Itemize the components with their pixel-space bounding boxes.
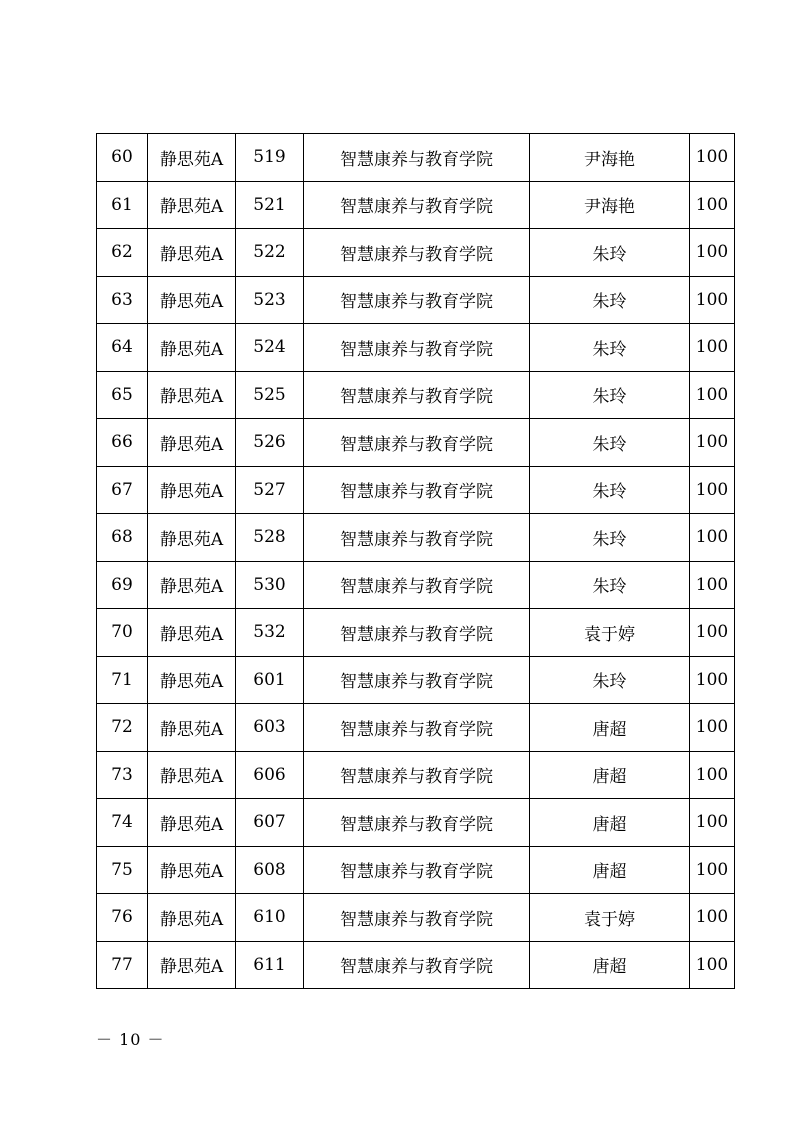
row-number-cell: 69 xyxy=(97,561,148,609)
score-cell: 100 xyxy=(690,751,735,799)
person-in-charge-cell: 朱玲 xyxy=(530,324,690,372)
row-number-cell: 70 xyxy=(97,609,148,657)
row-number-cell: 63 xyxy=(97,276,148,324)
row-number-cell: 74 xyxy=(97,799,148,847)
person-in-charge-cell: 尹海艳 xyxy=(530,134,690,182)
row-number-cell: 72 xyxy=(97,704,148,752)
table-body xyxy=(97,134,735,989)
college-cell: 智慧康养与教育学院 xyxy=(304,134,530,182)
college-cell: 智慧康养与教育学院 xyxy=(304,751,530,799)
row-number-cell: 77 xyxy=(97,941,148,989)
person-in-charge-cell: 朱玲 xyxy=(530,561,690,609)
person-in-charge-cell: 朱玲 xyxy=(530,419,690,467)
table-row xyxy=(97,799,735,847)
room-number-cell: 528 xyxy=(236,514,304,562)
row-number-cell: 66 xyxy=(97,419,148,467)
room-number-cell: 519 xyxy=(236,134,304,182)
person-in-charge-cell: 唐超 xyxy=(530,941,690,989)
room-number-cell: 611 xyxy=(236,941,304,989)
score-cell: 100 xyxy=(690,514,735,562)
college-cell: 智慧康养与教育学院 xyxy=(304,324,530,372)
building-cell: 静思苑A xyxy=(148,941,236,989)
college-cell: 智慧康养与教育学院 xyxy=(304,799,530,847)
score-cell: 100 xyxy=(690,134,735,182)
room-number-cell: 530 xyxy=(236,561,304,609)
table-row xyxy=(97,466,735,514)
room-number-cell: 521 xyxy=(236,181,304,229)
room-number-cell: 601 xyxy=(236,656,304,704)
college-cell: 智慧康养与教育学院 xyxy=(304,894,530,942)
table-row xyxy=(97,894,735,942)
college-cell: 智慧康养与教育学院 xyxy=(304,276,530,324)
building-cell: 静思苑A xyxy=(148,656,236,704)
college-cell: 智慧康养与教育学院 xyxy=(304,561,530,609)
building-cell: 静思苑A xyxy=(148,751,236,799)
building-cell: 静思苑A xyxy=(148,371,236,419)
row-number-cell: 68 xyxy=(97,514,148,562)
person-in-charge-cell: 朱玲 xyxy=(530,656,690,704)
row-number-cell: 62 xyxy=(97,229,148,277)
room-number-cell: 532 xyxy=(236,609,304,657)
row-number-cell: 60 xyxy=(97,134,148,182)
row-number-cell: 61 xyxy=(97,181,148,229)
person-in-charge-cell: 朱玲 xyxy=(530,466,690,514)
building-cell: 静思苑A xyxy=(148,324,236,372)
college-cell: 智慧康养与教育学院 xyxy=(304,656,530,704)
building-cell: 静思苑A xyxy=(148,846,236,894)
building-cell: 静思苑A xyxy=(148,894,236,942)
row-number-cell: 65 xyxy=(97,371,148,419)
building-cell: 静思苑A xyxy=(148,181,236,229)
score-cell: 100 xyxy=(690,561,735,609)
building-cell: 静思苑A xyxy=(148,799,236,847)
person-in-charge-cell: 袁于婷 xyxy=(530,894,690,942)
college-cell: 智慧康养与教育学院 xyxy=(304,466,530,514)
room-number-cell: 603 xyxy=(236,704,304,752)
score-cell: 100 xyxy=(690,371,735,419)
table-row xyxy=(97,561,735,609)
row-number-cell: 75 xyxy=(97,846,148,894)
room-number-cell: 607 xyxy=(236,799,304,847)
table-row xyxy=(97,656,735,704)
person-in-charge-cell: 唐超 xyxy=(530,704,690,752)
table-row xyxy=(97,419,735,467)
table-row xyxy=(97,324,735,372)
room-number-cell: 524 xyxy=(236,324,304,372)
score-cell: 100 xyxy=(690,941,735,989)
table-row xyxy=(97,514,735,562)
person-in-charge-cell: 唐超 xyxy=(530,799,690,847)
building-cell: 静思苑A xyxy=(148,466,236,514)
table-row xyxy=(97,371,735,419)
room-number-cell: 523 xyxy=(236,276,304,324)
table-row xyxy=(97,181,735,229)
building-cell: 静思苑A xyxy=(148,609,236,657)
page-number: － 10 － xyxy=(96,1030,165,1049)
college-cell: 智慧康养与教育学院 xyxy=(304,609,530,657)
room-number-cell: 527 xyxy=(236,466,304,514)
table-row xyxy=(97,704,735,752)
score-cell: 100 xyxy=(690,229,735,277)
row-number-cell: 76 xyxy=(97,894,148,942)
building-cell: 静思苑A xyxy=(148,419,236,467)
row-number-cell: 73 xyxy=(97,751,148,799)
score-cell: 100 xyxy=(690,324,735,372)
person-in-charge-cell: 袁于婷 xyxy=(530,609,690,657)
table-row xyxy=(97,276,735,324)
building-cell: 静思苑A xyxy=(148,134,236,182)
score-cell: 100 xyxy=(690,181,735,229)
room-number-cell: 608 xyxy=(236,846,304,894)
building-cell: 静思苑A xyxy=(148,561,236,609)
row-number-cell: 71 xyxy=(97,656,148,704)
building-cell: 静思苑A xyxy=(148,704,236,752)
room-number-cell: 526 xyxy=(236,419,304,467)
college-cell: 智慧康养与教育学院 xyxy=(304,941,530,989)
row-number-cell: 67 xyxy=(97,466,148,514)
college-cell: 智慧康养与教育学院 xyxy=(304,229,530,277)
college-cell: 智慧康养与教育学院 xyxy=(304,846,530,894)
room-number-cell: 610 xyxy=(236,894,304,942)
score-cell: 100 xyxy=(690,466,735,514)
table-row xyxy=(97,609,735,657)
building-cell: 静思苑A xyxy=(148,276,236,324)
score-cell: 100 xyxy=(690,894,735,942)
room-number-cell: 522 xyxy=(236,229,304,277)
score-cell: 100 xyxy=(690,846,735,894)
row-number-cell: 64 xyxy=(97,324,148,372)
college-cell: 智慧康养与教育学院 xyxy=(304,704,530,752)
score-cell: 100 xyxy=(690,609,735,657)
score-cell: 100 xyxy=(690,276,735,324)
table-row xyxy=(97,229,735,277)
person-in-charge-cell: 唐超 xyxy=(530,846,690,894)
person-in-charge-cell: 朱玲 xyxy=(530,229,690,277)
score-cell: 100 xyxy=(690,656,735,704)
table-row xyxy=(97,134,735,182)
score-cell: 100 xyxy=(690,419,735,467)
building-cell: 静思苑A xyxy=(148,229,236,277)
building-cell: 静思苑A xyxy=(148,514,236,562)
room-number-cell: 525 xyxy=(236,371,304,419)
college-cell: 智慧康养与教育学院 xyxy=(304,419,530,467)
person-in-charge-cell: 朱玲 xyxy=(530,371,690,419)
room-number-cell: 606 xyxy=(236,751,304,799)
score-cell: 100 xyxy=(690,704,735,752)
college-cell: 智慧康养与教育学院 xyxy=(304,181,530,229)
table-row xyxy=(97,941,735,989)
table-row xyxy=(97,751,735,799)
person-in-charge-cell: 朱玲 xyxy=(530,514,690,562)
person-in-charge-cell: 尹海艳 xyxy=(530,181,690,229)
college-cell: 智慧康养与教育学院 xyxy=(304,371,530,419)
person-in-charge-cell: 唐超 xyxy=(530,751,690,799)
score-cell: 100 xyxy=(690,799,735,847)
table-row xyxy=(97,846,735,894)
college-cell: 智慧康养与教育学院 xyxy=(304,514,530,562)
dormitory-score-table xyxy=(96,133,735,989)
person-in-charge-cell: 朱玲 xyxy=(530,276,690,324)
